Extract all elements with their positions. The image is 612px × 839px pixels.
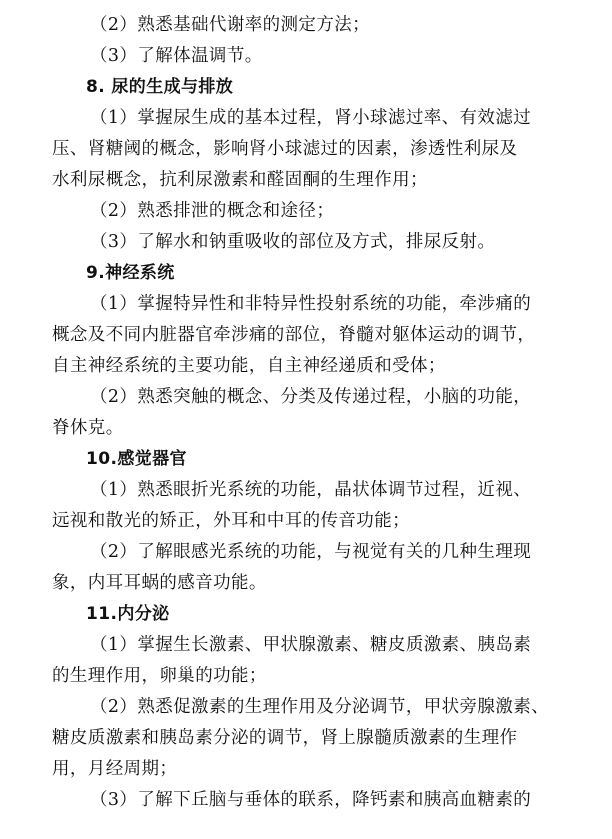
text-line: 概念及不同内脏器官牵涉痛的部位，脊髓对躯体运动的调节， xyxy=(52,325,536,345)
text-line: （2）了解眼感光系统的功能，与视觉有关的几种生理现 xyxy=(90,542,532,562)
section-heading: 8. 尿的生成与排放 xyxy=(86,77,234,97)
text-line: 压、肾糖阈的概念，影响肾小球滤过的因素，渗透性利尿及 xyxy=(52,139,518,159)
text-line: 用，月经周期； xyxy=(52,759,178,779)
text-line: 的生理作用，卵巢的功能； xyxy=(52,666,267,686)
text-line: （1）掌握生长激素、甲状腺激素、糖皮质激素、胰岛素 xyxy=(90,635,532,655)
section-heading: 11.内分泌 xyxy=(86,604,170,624)
text-line: 脊休克。 xyxy=(52,418,124,438)
text-line: 象，内耳耳蜗的感音功能。 xyxy=(52,573,267,593)
text-line: （1）掌握特异性和非特异性投射系统的功能，牵涉痛的 xyxy=(90,294,532,314)
text-line: 糖皮质激素和胰岛素分泌的调节，肾上腺髓质激素的生理作 xyxy=(52,728,518,748)
text-line: 远视和散光的矫正，外耳和中耳的传音功能； xyxy=(52,511,410,531)
text-line: （2）熟悉促激素的生理作用及分泌调节，甲状旁腺激素、 xyxy=(90,697,550,717)
text-line: （2）熟悉排泄的概念和途径； xyxy=(90,201,335,221)
text-line: 水利尿概念，抗利尿激素和醛固酮的生理作用； xyxy=(52,170,428,190)
text-line: （3）了解体温调节。 xyxy=(90,46,263,66)
text-line: （3）了解下丘脑与垂体的联系，降钙素和胰高血糖素的 xyxy=(90,790,532,810)
section-heading: 9.神经系统 xyxy=(86,263,175,283)
text-line: 自主神经系统的主要功能，自主神经递质和受体； xyxy=(52,356,446,376)
text-line: （1）熟悉眼折光系统的功能，晶状体调节过程，近视、 xyxy=(90,480,532,500)
text-line: （2）熟悉基础代谢率的测定方法； xyxy=(90,15,371,35)
section-heading: 10.感觉器官 xyxy=(86,449,187,469)
document-page xyxy=(52,10,600,816)
text-line: （2）熟悉突触的概念、分类及传递过程，小脑的功能， xyxy=(90,387,532,407)
text-line: （3）了解水和钠重吸收的部位及方式，排尿反射。 xyxy=(90,232,496,252)
text-line: （1）掌握尿生成的基本过程，肾小球滤过率、有效滤过 xyxy=(90,108,532,128)
